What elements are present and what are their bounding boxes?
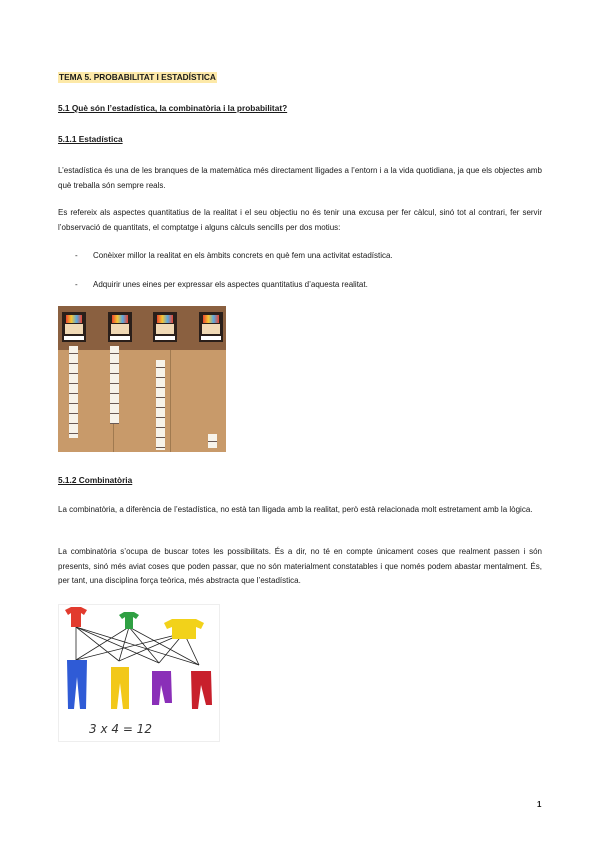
- blue-pants-icon: [67, 660, 87, 709]
- clothing-combinations-drawing: [58, 604, 220, 742]
- bullet-marker: -: [75, 280, 78, 289]
- photo-board: [58, 350, 226, 452]
- combinatorics-paragraph-1: La combinatòria, a diferència de l’estadística, no està tan lligada amb la realitat, però està relacionada molt estretament amb la lògica.: [58, 505, 533, 514]
- page-title: TEMA 5. PROBABILITAT I ESTADÍSTICA: [59, 72, 216, 82]
- bullet-text: Adquirir unes eines per expressar els aspectes quantitatius d’aquesta realitat.: [93, 280, 368, 289]
- list-item: [75, 250, 393, 261]
- subsection-heading-statistics: 5.1.1 Estadística: [58, 134, 123, 144]
- cake-card: [199, 312, 223, 342]
- purple-pants-icon: [152, 671, 172, 705]
- statistics-paragraph-1: L’estadística és una de les branques de la matemàtica més directament lligades a l’entorn i a la vida quotidiana, ja que els objectes amb què treballa són sempre reals.: [58, 166, 542, 190]
- yellow-shirt-icon: [164, 619, 204, 639]
- combinations-svg: [59, 605, 219, 741]
- subsection-heading-combinatorics: 5.1.2 Combinatòria: [58, 475, 133, 485]
- list-item: [75, 279, 368, 290]
- green-shirt-icon: [119, 612, 139, 629]
- red-shirt-icon: [65, 607, 87, 627]
- birthday-chart-photo: [58, 306, 226, 452]
- photo-strip: [208, 434, 217, 448]
- formula-text: 3 x 4 = 12: [89, 722, 152, 736]
- section-heading: 5.1 Què són l’estadística, la combinatòria i la probabilitat?: [58, 103, 288, 113]
- bullet-text: Conèixer millor la realitat en els àmbits concrets en què fem una activitat estadística.: [93, 251, 393, 260]
- red-pants-icon: [191, 671, 212, 709]
- yellow-pants-icon: [111, 667, 129, 709]
- photo-strip: [110, 346, 119, 424]
- page-number: 1: [537, 800, 542, 809]
- statistics-paragraph-2: Es refereix als aspectes quantitatius de la realitat i el seu objectiu no és tenir una excusa per fer càlcul, sinó tot al contrari, fer servir l’observació de quantitats, el comptatge i alguns càlculs sencills per dos motius:: [58, 208, 542, 232]
- photo-strip: [69, 346, 78, 438]
- photo-strip: [156, 360, 165, 450]
- combinatorics-paragraph-2: La combinatòria s’ocupa de buscar totes les possibilitats. És a dir, no té en compte únicament coses que realment passen i són presents, sinó més aviat coses que poden passar, que no són materialment constatables i que només podem abastar mentalment. És, per tant, una disciplina força teòrica, més abstracta que l’estadística.: [58, 547, 542, 585]
- cake-card: [153, 312, 177, 342]
- cake-card: [108, 312, 132, 342]
- bullet-marker: -: [75, 251, 78, 260]
- cake-card: [62, 312, 86, 342]
